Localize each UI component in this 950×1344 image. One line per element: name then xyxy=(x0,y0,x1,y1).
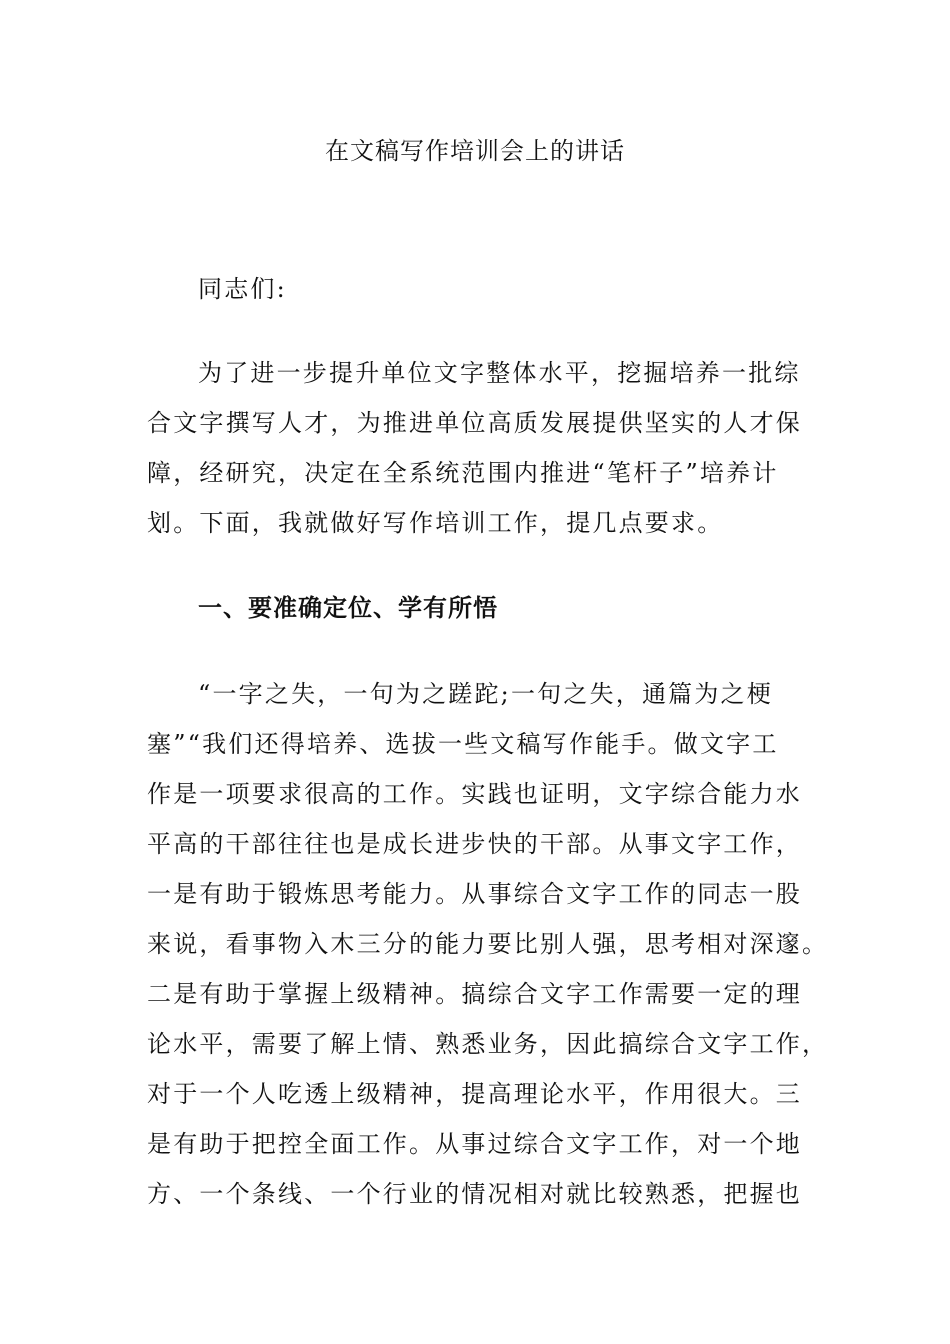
paragraph-line: 平高的干部往往也是成长进步快的干部。从事文字工作， xyxy=(147,830,802,858)
document-title: 在文稿写作培训会上的讲话 xyxy=(325,137,625,165)
paragraph-line: “一字之失，一句为之蹉跎;一句之失，通篇为之梗 xyxy=(198,680,773,708)
paragraph-line: 合文字撰写人才，为推进单位高质发展提供坚实的人才保 xyxy=(147,409,802,437)
paragraph-line: 划。下面，我就做好写作培训工作，提几点要求。 xyxy=(147,509,724,537)
section-heading-1: 一、要准确定位、学有所悟 xyxy=(198,594,498,622)
paragraph-line: 方、一个条线、一个行业的情况相对就比较熟悉，把握也 xyxy=(147,1180,802,1208)
paragraph-line: 塞”“我们还得培养、选拔一些文稿写作能手。做文字工 xyxy=(147,730,779,758)
salutation: 同志们: xyxy=(198,275,287,303)
paragraph-line: 论水平，需要了解上情、熟悉业务，因此搞综合文字工作， xyxy=(147,1030,829,1058)
paragraph-line: 障，经研究，决定在全系统范围内推进“笔杆子”培养计 xyxy=(147,459,779,487)
paragraph-line: 为了进一步提升单位文字整体水平，挖掘培养一批综 xyxy=(198,359,801,387)
paragraph-line: 一是有助于锻炼思考能力。从事综合文字工作的同志一股 xyxy=(147,880,802,908)
paragraph-line: 对于一个人吃透上级精神，提高理论水平，作用很大。三 xyxy=(147,1080,802,1108)
paragraph-line: 作是一项要求很高的工作。实践也证明，文字综合能力水 xyxy=(147,780,802,808)
paragraph-line: 是有助于把控全面工作。从事过综合文字工作，对一个地 xyxy=(147,1130,802,1158)
paragraph-line: 二是有助于掌握上级精神。搞综合文字工作需要一定的理 xyxy=(147,980,802,1008)
paragraph-line: 来说，看事物入木三分的能力要比别人强，思考相对深邃。 xyxy=(147,930,829,958)
